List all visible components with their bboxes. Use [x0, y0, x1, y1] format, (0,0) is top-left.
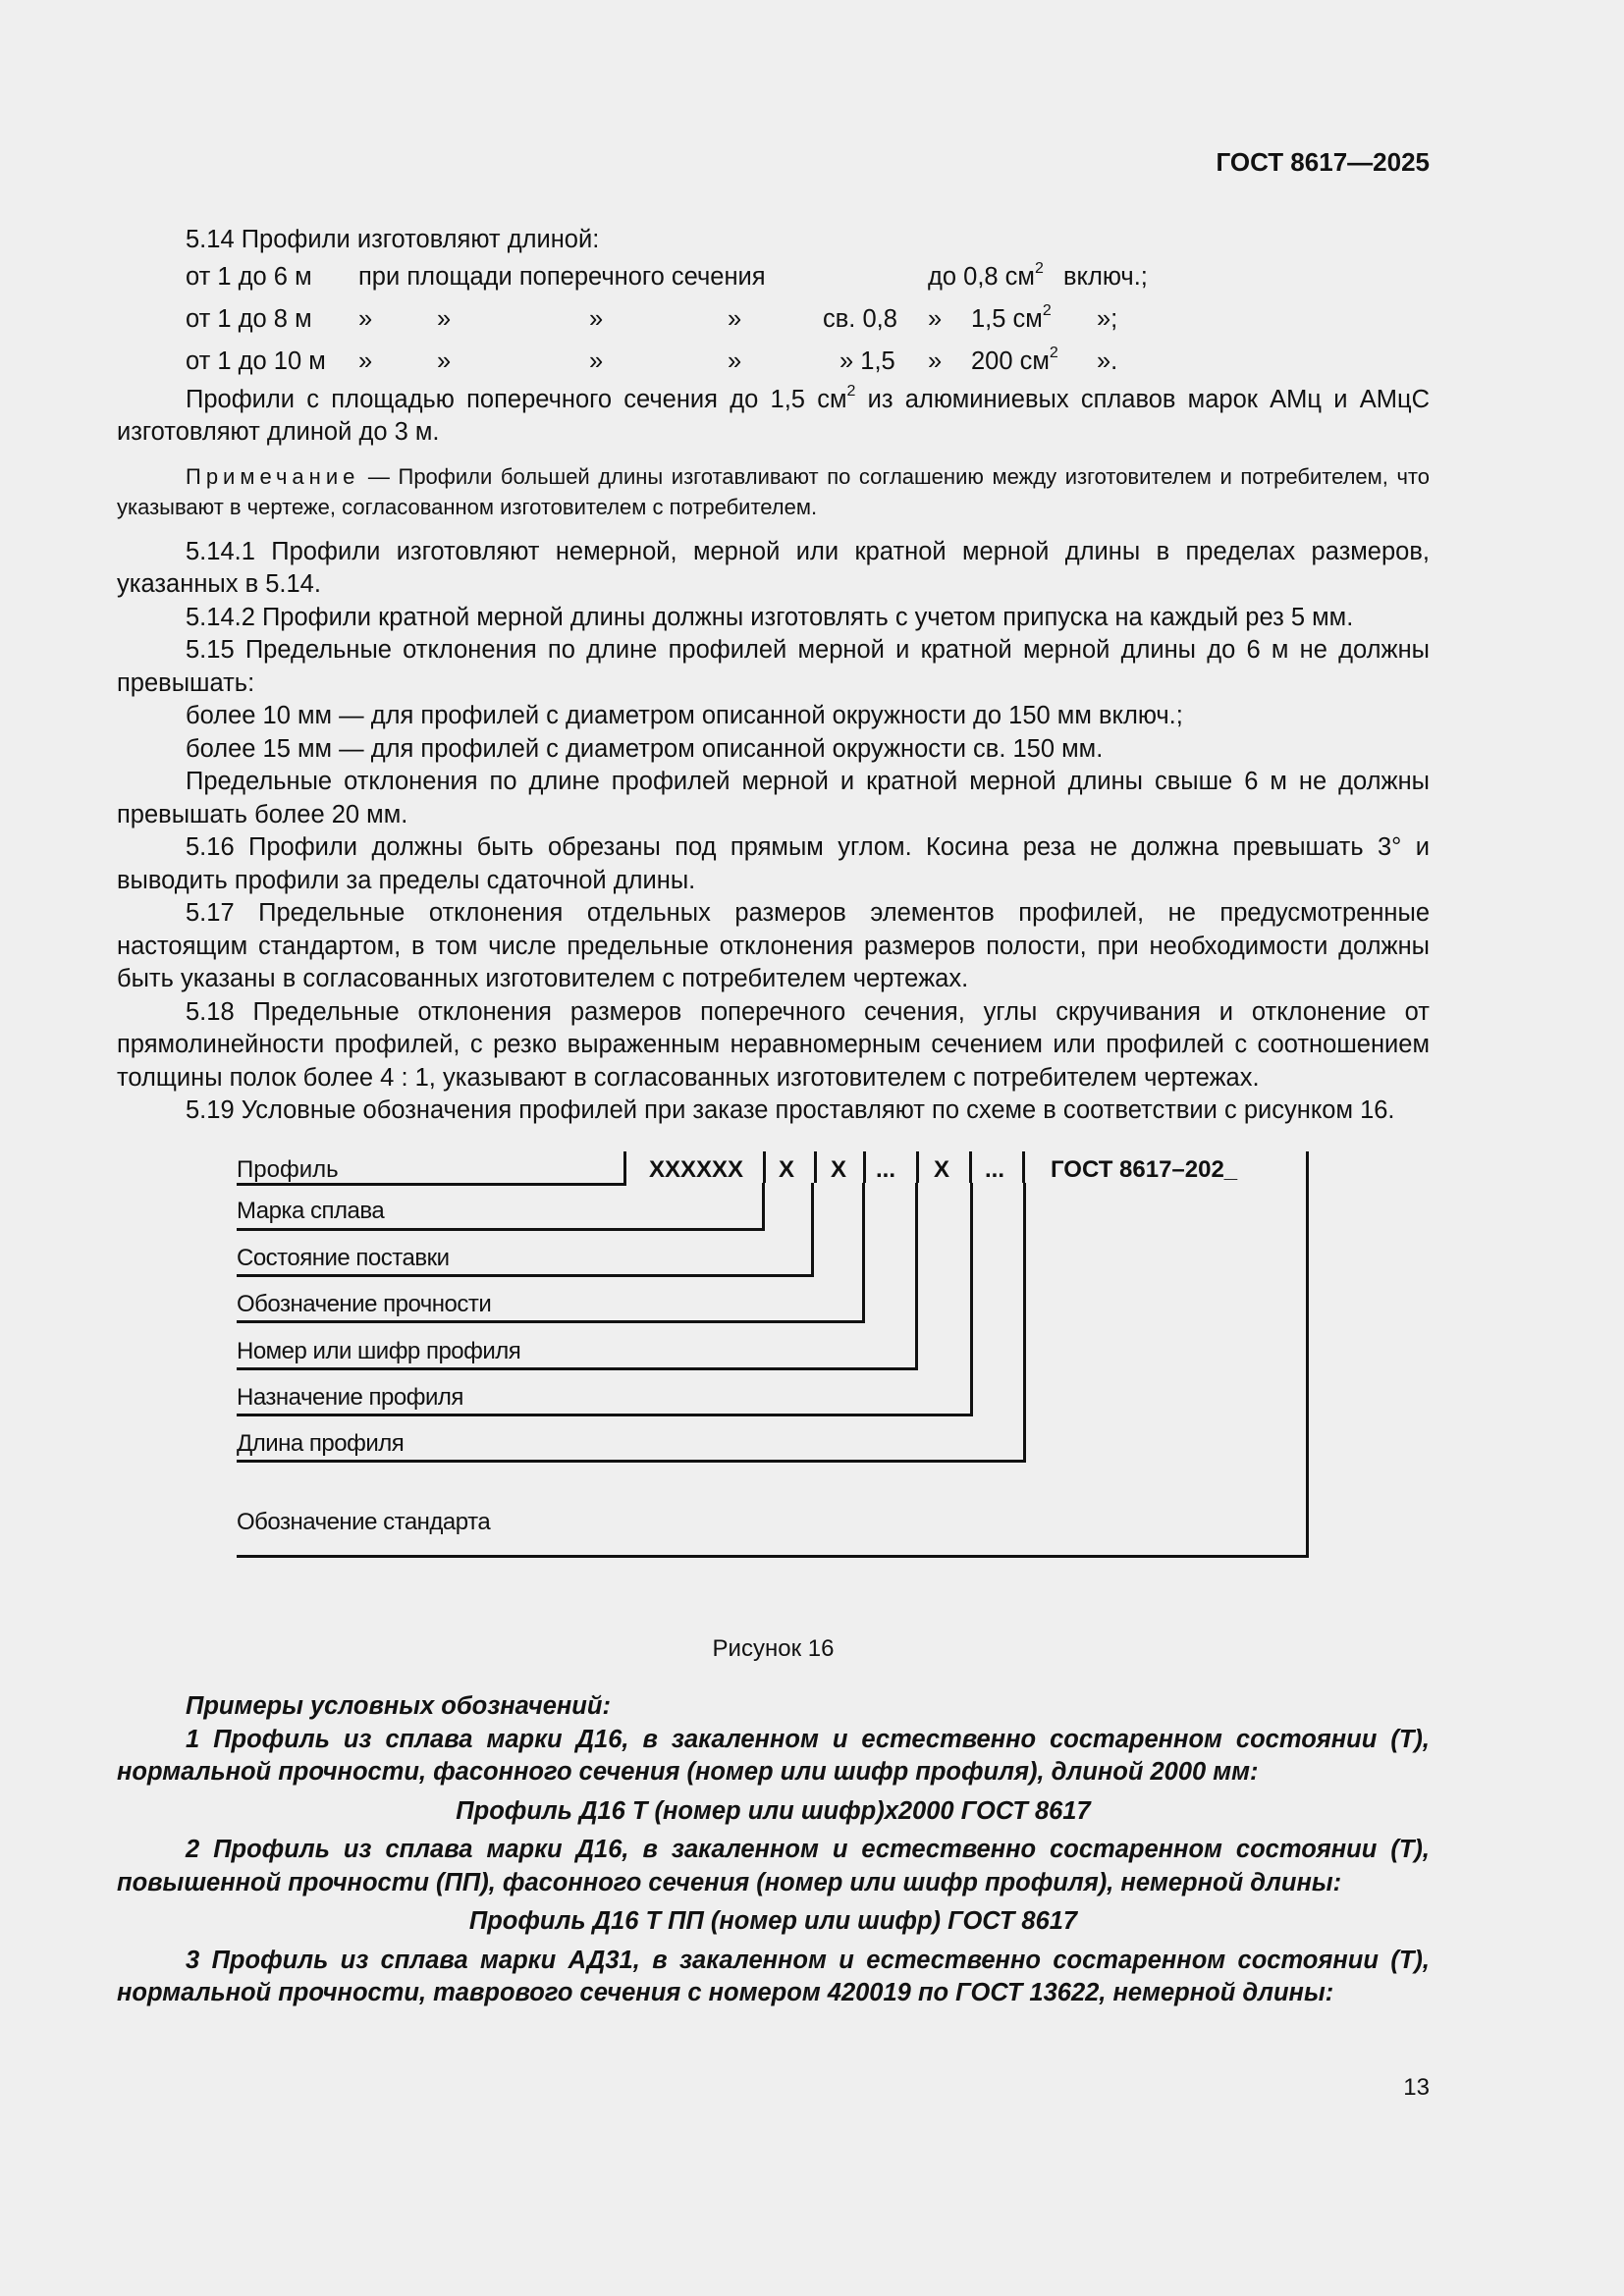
leader-strength — [862, 1183, 865, 1321]
note — [117, 461, 1430, 522]
leader-profile-purpose-h — [237, 1414, 973, 1416]
label-delivery-condition: Состояние поставки — [237, 1244, 450, 1271]
underline-profile — [237, 1183, 626, 1186]
cell — [971, 303, 1052, 337]
cell: » — [728, 347, 742, 375]
label-strength-designation: Обозначение прочности — [237, 1290, 492, 1317]
cell: от 1 до 6 м — [186, 262, 312, 291]
cell: при площади поперечного сечения — [358, 262, 766, 291]
figure-caption: Рисунок 16 — [712, 1634, 835, 1662]
note-label: Примечание — [186, 463, 360, 489]
label-alloy-grade: Марка сплава — [237, 1197, 385, 1224]
text: из алюминиевых сплавов марок АМц и АМцС изготовляют длиной до 3 м. — [117, 385, 1430, 446]
cell — [971, 346, 1058, 379]
cell: » — [358, 347, 373, 375]
examples-title: Примеры условных обозначений: — [186, 1692, 611, 1720]
cell: » — [928, 347, 943, 375]
example-3: 3 Профиль из сплава марки АД31, в закаленном и естественно состаренном состоянии (Т), нормальной прочности, таврового сечения с номером 420019 по ГОСТ 13622, немерной длины: — [117, 1946, 1430, 2006]
paragraph-5-14-1: 5.14.1 Профили изготовляют немерной, мерной или кратной мерной длины в пределах размеров, указанных в 5.14. — [117, 537, 1430, 598]
scheme-head-x1: X — [779, 1155, 795, 1183]
superscript: 2 — [1034, 260, 1044, 277]
length-row-1 — [117, 257, 1430, 299]
paragraph-5-16: 5.16 Профили должны быть обрезаны под прямым углом. Косина реза не должна превышать 3° и выводить профили за пределы сдаточной длины. — [117, 833, 1430, 894]
leader-alloy-grade-h — [237, 1228, 765, 1231]
leader-profile-length-h — [237, 1460, 1026, 1463]
page-number: 13 — [1403, 2074, 1430, 2101]
superscript: 2 — [1042, 302, 1052, 319]
cell: » — [589, 304, 604, 333]
paragraph-5-17: 5.17 Предельные отклонения отдельных размеров элементов профилей, не предусмотренные настоящим стандартом, в том числе предельные отклонения размеров полости, при необходимости должны быть указаны в согласованных изготовителем с потребителем чертежах. — [117, 899, 1430, 992]
superscript: 2 — [1049, 345, 1058, 361]
section-5-14-title: 5.14 Профили изготовляют длиной: — [186, 226, 600, 253]
separator — [763, 1151, 766, 1183]
scheme-head-code: XXXXXX — [649, 1155, 744, 1183]
label-profile-length: Длина профиля — [237, 1429, 405, 1457]
paragraph-5-18: 5.18 Предельные отклонения размеров поперечного сечения, углы скручивания и отклонение от прямолинейности профилей, с резко выраженным неравномерным сечением или профилей с соотношением толщины полок более 4 : 1, указывают в согласованных изготовителем с потребителем чертежах. — [117, 997, 1430, 1092]
cell-text: 200 см — [971, 347, 1050, 375]
separator — [623, 1151, 626, 1183]
leader-profile-purpose — [970, 1183, 973, 1415]
leader-profile-number-h — [237, 1367, 918, 1370]
cell: ». — [1097, 347, 1118, 375]
page-content — [117, 224, 1430, 2010]
paragraph-5-15-a: более 10 мм — для профилей с диаметром описанной окружности до 150 мм включ.; — [186, 702, 1183, 729]
leader-delivery-condition-h — [237, 1274, 814, 1277]
paragraph-profiles-3m — [117, 384, 1430, 450]
separator — [969, 1151, 972, 1183]
leader-profile-number — [915, 1183, 918, 1368]
example-2: 2 Профиль из сплава марки Д16, в закаленном и естественно состаренном состоянии (Т), повышенной прочности (ПП), фасонного сечения (номер или шифр профиля), немерной длины: — [117, 1836, 1430, 1896]
cell: » — [358, 304, 373, 333]
cell: »; — [1097, 304, 1118, 333]
scheme-head-dots1: ... — [876, 1155, 896, 1183]
paragraph-5-15-b: более 15 мм — для профилей с диаметром описанной окружности св. 150 мм. — [186, 734, 1104, 763]
leader-standard — [1306, 1151, 1309, 1558]
cell-text: 1,5 см — [971, 304, 1043, 333]
label-profile-purpose: Назначение профиля — [237, 1383, 463, 1411]
scheme-head-dots2: ... — [985, 1155, 1005, 1183]
leader-alloy-grade — [762, 1183, 765, 1229]
leader-profile-length — [1023, 1183, 1026, 1461]
scheme-head-std: ГОСТ 8617–202_ — [1051, 1155, 1238, 1183]
cell: » — [928, 304, 943, 333]
cell: » — [728, 304, 742, 333]
label-standard-designation: Обозначение стандарта — [237, 1508, 491, 1535]
example-1: 1 Профиль из сплава марки Д16, в закаленном и естественно состаренном состоянии (Т), нормальной прочности, фасонного сечения (номер или шифр профиля), длиной 2000 мм: — [117, 1725, 1430, 1786]
leader-standard-h — [237, 1555, 1309, 1558]
paragraph-5-15-c: Предельные отклонения по длине профилей мерной и кратной мерной длины свыше 6 м не должны превышать более 20 мм. — [117, 768, 1430, 828]
cell: » — [437, 347, 452, 375]
scheme-head-x2: X — [831, 1155, 847, 1183]
example-2-designation: Профиль Д16 Т ПП (номер или шифр) ГОСТ 8617 — [468, 1907, 1078, 1935]
cell: » — [437, 304, 452, 333]
cell: включ.; — [1063, 262, 1148, 291]
cell: от 1 до 10 м — [186, 347, 326, 375]
scheme-head-x3: X — [934, 1155, 950, 1183]
separator — [1022, 1151, 1025, 1183]
separator — [916, 1151, 919, 1183]
designation-scheme — [117, 1148, 1430, 1619]
cell: от 1 до 8 м — [186, 304, 312, 333]
cell: св. 0,8 — [823, 304, 897, 333]
length-row-2 — [117, 299, 1430, 342]
leader-strength-h — [237, 1320, 865, 1323]
cell — [928, 261, 1044, 294]
length-row-3 — [117, 342, 1430, 384]
note-text: — Профили большей длины изготавливают по соглашению между изготовителем и потребителем, что указывают в чертеже, согласованном изготовителем с потребителем. — [117, 463, 1430, 519]
label-profile-number: Номер или шифр профиля — [237, 1337, 521, 1364]
separator — [863, 1151, 866, 1183]
superscript: 2 — [846, 383, 856, 400]
cell: » 1,5 — [839, 347, 895, 375]
text: Профили с площадью поперечного сечения до 1,5 см — [186, 385, 847, 413]
paragraph-5-19: 5.19 Условные обозначения профилей при заказе проставляют по схеме в соответствии с рисунком 16. — [186, 1096, 1395, 1124]
leader-delivery-condition — [811, 1183, 814, 1275]
paragraph-5-14-2: 5.14.2 Профили кратной мерной длины должны изготовлять с учетом припуска на каждый рез 5 мм. — [186, 603, 1354, 631]
cell-text: до 0,8 см — [928, 262, 1035, 291]
example-1-designation: Профиль Д16 Т (номер или шифр)x2000 ГОСТ 8617 — [456, 1796, 1091, 1825]
cell: » — [589, 347, 604, 375]
doc-header: ГОСТ 8617—2025 — [1216, 147, 1430, 177]
paragraph-5-15: 5.15 Предельные отклонения по длине профилей мерной и кратной мерной длины до 6 м не должны превышать: — [117, 636, 1430, 697]
scheme-head-profile: Профиль — [237, 1155, 339, 1183]
separator — [814, 1151, 817, 1183]
